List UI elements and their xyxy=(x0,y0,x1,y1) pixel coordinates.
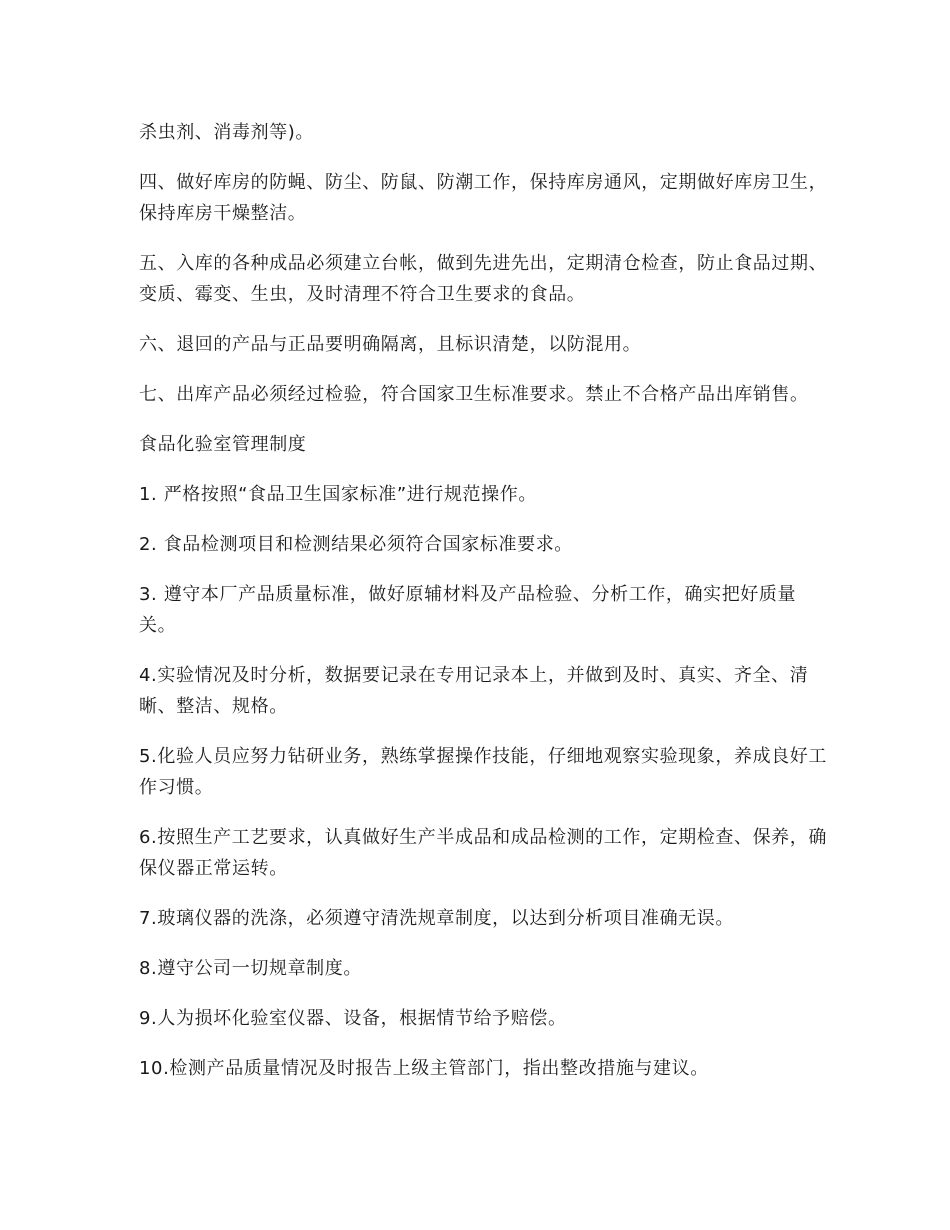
paragraph-item-7: 七、出库产品必须经过检验，符合国家卫生标准要求。禁止不合格产品出库销售。 xyxy=(139,384,809,405)
lab-rule-2: 2. 食品检测项目和检测结果必须符合国家标准要求。 xyxy=(139,534,573,555)
lab-rule-3: 3. 遵守本厂产品质量标准，做好原辅材料及产品检验、分析工作，确实把好质量关。 xyxy=(139,584,797,636)
lab-rule-6: 6.按照生产工艺要求，认真做好生产半成品和成品检测的工作，定期检查、保养，确保仪器正常运转。 xyxy=(139,827,827,879)
lab-rule-8: 8.遵守公司一切规章制度。 xyxy=(139,958,362,979)
paragraph-item-6: 六、退回的产品与正品要明确隔离，且标识清楚，以防混用。 xyxy=(139,334,642,355)
paragraph-item-5: 五、入库的各种成品必须建立台帐，做到先进先出，定期清仓检查，防止食品过期、变质、霉变、生虫，及时清理不符合卫生要求的食品。 xyxy=(139,253,828,305)
lab-rule-10: 10.检测产品质量情况及时报告上级主管部门，指出整改措施与建议。 xyxy=(139,1058,709,1079)
lab-rule-9: 9.人为损坏化验室仪器、设备，根据情节给予赔偿。 xyxy=(139,1008,567,1029)
lab-rule-1: 1. 严格按照“食品卫生国家标准”进行规范操作。 xyxy=(139,484,537,505)
lab-rule-7: 7.玻璃仪器的洗涤，必须遵守清洗规章制度，以达到分析项目准确无误。 xyxy=(139,908,734,929)
section-heading: 食品化验室管理制度 xyxy=(139,434,307,455)
lab-rule-4: 4.实验情况及时分析，数据要记录在专用记录本上，并做到及时、真实、齐全、清晰、整洁、规格。 xyxy=(139,665,809,717)
paragraph-continuation: 杀虫剂、消毒剂等)。 xyxy=(139,122,315,143)
paragraph-item-4: 四、做好库房的防蝇、防尘、防鼠、防潮工作，保持库房通风，定期做好库房卫生，保持库房干燥整洁。 xyxy=(139,172,828,224)
lab-rule-5: 5.化验人员应努力钻研业务，熟练掌握操作技能，仔细地观察实验现象，养成良好工作习惯。 xyxy=(139,746,827,798)
